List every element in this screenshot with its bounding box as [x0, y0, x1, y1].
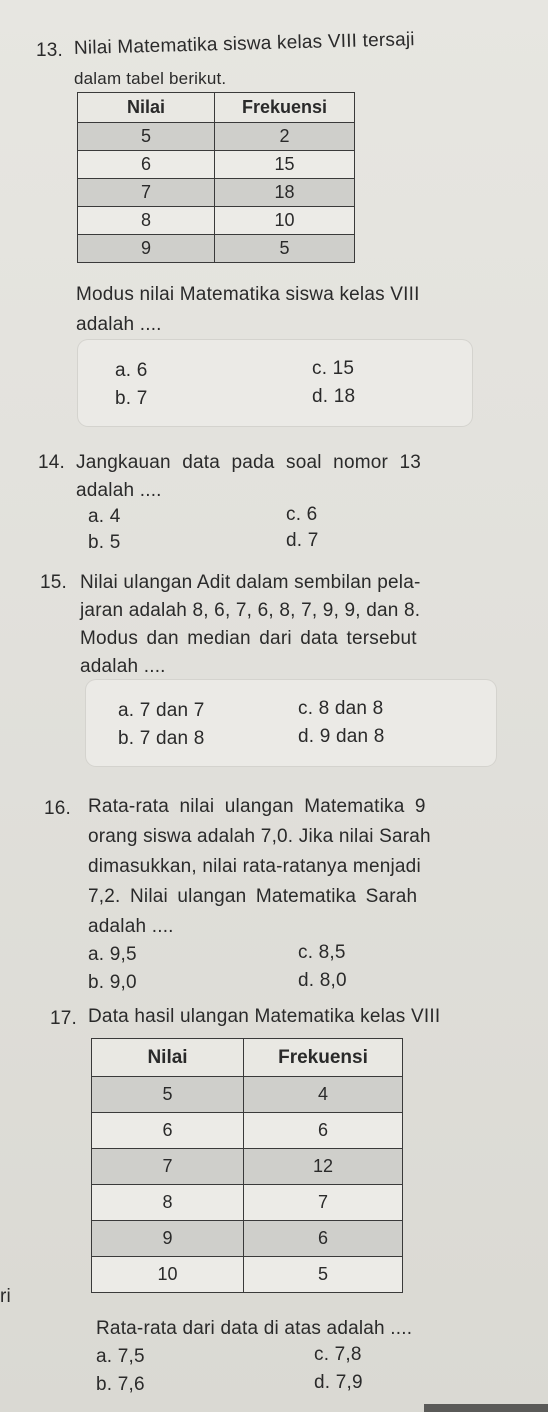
table-cell: 10: [92, 1257, 244, 1293]
table-cell: 5: [215, 235, 355, 263]
q13-number: 13.: [36, 40, 64, 61]
table-cell: 7: [244, 1185, 403, 1221]
q17-option-a[interactable]: a. 7,5: [96, 1346, 145, 1367]
table-row: [78, 151, 355, 179]
q14-line1: Jangkauan data pada soal nomor 13: [76, 452, 422, 473]
table-cell: 12: [244, 1149, 403, 1185]
q14-line2: adalah ....: [76, 480, 162, 501]
q14-number: 14.: [38, 452, 66, 473]
table-row: [92, 1149, 403, 1185]
q14-option-b[interactable]: b. 5: [88, 532, 121, 553]
table-cell: 8: [78, 207, 215, 235]
q13-option-a[interactable]: a. 6: [115, 360, 148, 381]
q13-options-box: [78, 340, 472, 426]
q15-line2: jaran adalah 8, 6, 7, 6, 8, 7, 9, 9, dan 8.: [80, 600, 421, 621]
q17-option-b[interactable]: b. 7,6: [96, 1374, 145, 1395]
q13-line2: dalam tabel berikut.: [74, 69, 227, 88]
q17-option-d[interactable]: d. 7,9: [314, 1372, 363, 1393]
q15-line3: Modus dan median dari data tersebut: [80, 628, 417, 649]
page-edge-shadow: [424, 1404, 548, 1412]
q17-option-c[interactable]: c. 7,8: [314, 1344, 362, 1365]
q16-line2: orang siswa adalah 7,0. Jika nilai Sarah: [88, 826, 431, 847]
q16-line5: adalah ....: [88, 916, 174, 937]
q15-option-d[interactable]: d. 9 dan 8: [298, 726, 385, 747]
q14-option-d[interactable]: d. 7: [286, 530, 319, 551]
q13-prompt-line2: adalah ....: [76, 314, 162, 335]
q17-number: 17.: [50, 1008, 78, 1029]
table-cell: 5: [244, 1257, 403, 1293]
q17-table: [91, 1038, 403, 1293]
table-cell: 7: [78, 179, 215, 207]
table-cell: 6: [78, 151, 215, 179]
q14-option-a[interactable]: a. 4: [88, 506, 121, 527]
q15-line4: adalah ....: [80, 656, 166, 677]
table-cell: 5: [78, 123, 215, 151]
table-row: [92, 1185, 403, 1221]
q15-number: 15.: [40, 572, 68, 593]
q17-header-nilai: Nilai: [92, 1039, 244, 1077]
q13-header-nilai: Nilai: [78, 93, 215, 123]
q16-option-b[interactable]: b. 9,0: [88, 972, 137, 993]
q16-option-d[interactable]: d. 8,0: [298, 970, 347, 991]
q16-option-a[interactable]: a. 9,5: [88, 944, 137, 965]
table-row: [78, 179, 355, 207]
q17-prompt: Rata-rata dari data di atas adalah ....: [96, 1318, 413, 1339]
q17-header-frekuensi: Frekuensi: [244, 1039, 403, 1077]
table-cell: 6: [92, 1113, 244, 1149]
table-cell: 4: [244, 1077, 403, 1113]
table-row: [92, 1221, 403, 1257]
table-cell: 9: [92, 1221, 244, 1257]
table-row: [92, 1113, 403, 1149]
q14-option-c[interactable]: c. 6: [286, 504, 318, 525]
table-cell: 6: [244, 1221, 403, 1257]
q16-line3: dimasukkan, nilai rata-ratanya menjadi: [88, 856, 421, 877]
q15-option-a[interactable]: a. 7 dan 7: [118, 700, 205, 721]
table-row: [78, 235, 355, 263]
table-row: [92, 1257, 403, 1293]
q15-options-box: [86, 680, 496, 766]
q13-prompt-line1: Modus nilai Matematika siswa kelas VIII: [76, 284, 420, 305]
q13-line1: Nilai Matematika siswa kelas VIII tersaji: [73, 29, 415, 59]
q13-option-b[interactable]: b. 7: [115, 388, 148, 409]
margin-fragment: ri: [0, 1286, 11, 1307]
table-row: [92, 1077, 403, 1113]
q16-line4: 7,2. Nilai ulangan Matematika Sarah: [88, 886, 418, 907]
q13-option-d[interactable]: d. 18: [312, 386, 356, 407]
q15-option-b[interactable]: b. 7 dan 8: [118, 728, 205, 749]
table-row: [78, 207, 355, 235]
q16-number: 16.: [44, 798, 72, 819]
q15-option-c[interactable]: c. 8 dan 8: [298, 698, 384, 719]
q15-line1: Nilai ulangan Adit dalam sembilan pela-: [80, 572, 421, 593]
q13-option-c[interactable]: c. 15: [312, 358, 355, 379]
table-cell: 2: [215, 123, 355, 151]
table-cell: 7: [92, 1149, 244, 1185]
table-cell: 18: [215, 179, 355, 207]
q16-option-c[interactable]: c. 8,5: [298, 942, 346, 963]
table-cell: 10: [215, 207, 355, 235]
table-row: [78, 123, 355, 151]
table-cell: 8: [92, 1185, 244, 1221]
table-cell: 5: [92, 1077, 244, 1113]
table-cell: 15: [215, 151, 355, 179]
q13-header-frekuensi: Frekuensi: [215, 93, 355, 123]
q13-table: [77, 92, 355, 263]
table-cell: 6: [244, 1113, 403, 1149]
q16-line1: Rata-rata nilai ulangan Matematika 9: [88, 796, 426, 817]
q17-line1: Data hasil ulangan Matematika kelas VIII: [88, 1006, 441, 1027]
table-cell: 9: [78, 235, 215, 263]
